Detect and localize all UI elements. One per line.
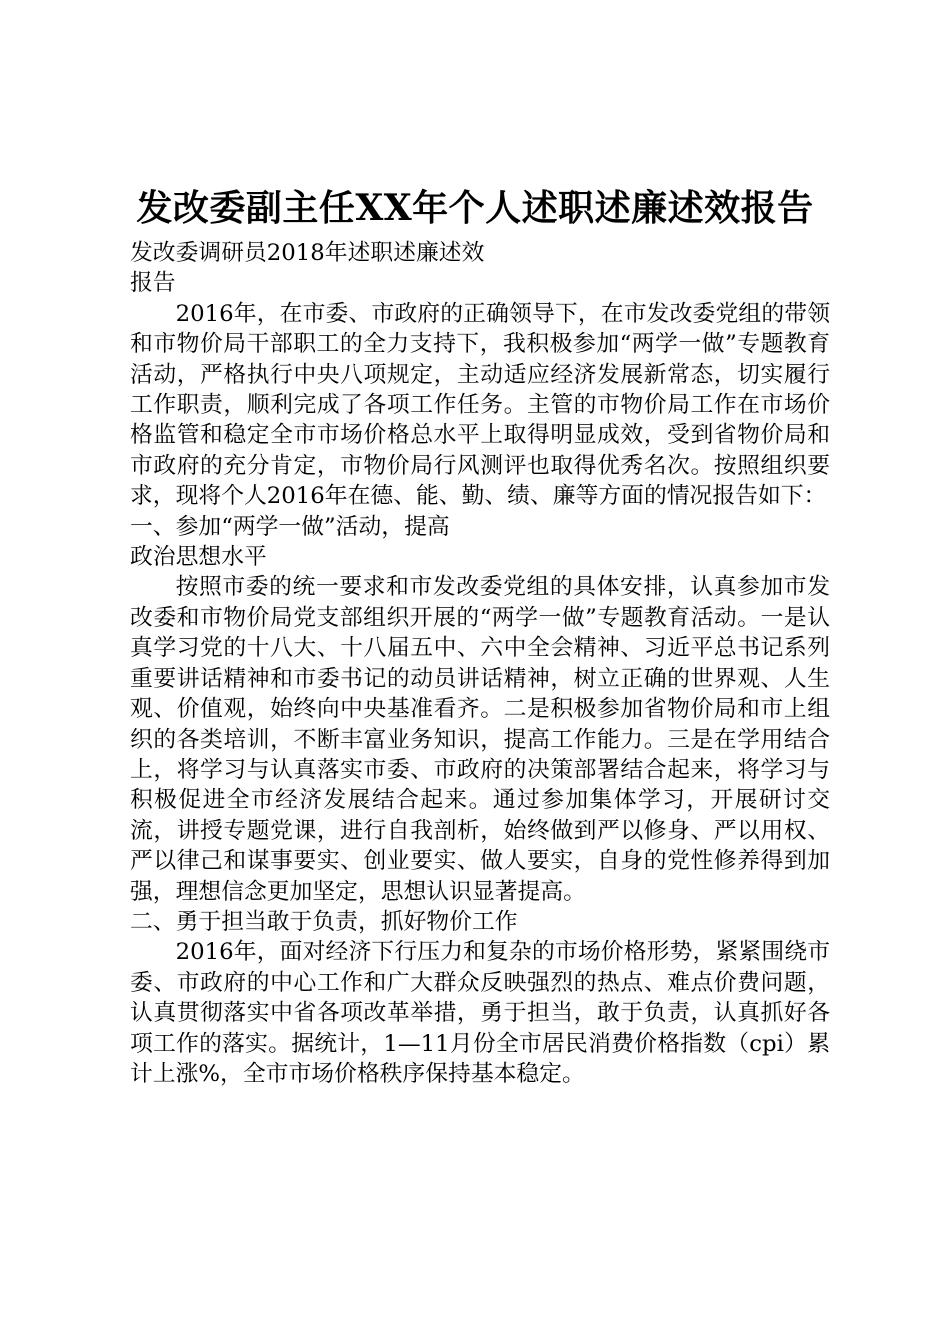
section-heading-1-line-1: 一、参加“两学一做”活动，提高 (130, 513, 450, 540)
paragraph-3: 2016年，面对经济下行压力和复杂的市场价格形势，紧紧围绕市委、市政府的中心工作和广大群众反映强烈的热点、难点价费问题，认真贯彻落实中省各项改革举措，勇于担当，敢于负责，认真抓好各项工作的落实。据统计，1—11月份全市居民消费价格指数（cpi）累计上涨%，全市市场价格秩序保持基本稳定。 (130, 939, 830, 1087)
subtitle-line-2: 报告 (130, 270, 176, 297)
paragraph-2: 按照市委的统一要求和市发改委党组的具体安排，认真参加市发改委和市物价局党支部组织开展的“两学一做”专题教育活动。一是认真学习党的十八大、十八届五中、六中全会精神、习近平总书记系列重要讲话精神和市委书记的动员讲话精神，树立正确的世界观、人生观、价值观，始终向中央基准看齐。二是积极参加省物价局和市上组织的各类培训，不断丰富业务知识，提高工作能力。三是在学用结合上，将学习与认真落实市委、市政府的决策部署结合起来，将学习与积极促进全市经济发展结合起来。通过参加集体学习，开展研讨交流，讲授专题党课，进行自我剖析，始终做到严以修身、严以用权、严以律己和谋事要实、创业要实、做人要实，自身的党性修养得到加强，理想信念更加坚定，思想认识显著提高。 (130, 574, 830, 905)
paragraph-1: 2016年，在市委、市政府的正确领导下，在市发改委党组的带领和市物价局干部职工的全力支持下，我积极参加“两学一做”专题教育活动，严格执行中央八项规定，主动适应经济发展新常态，切实履行工作职责，顺利完成了各项工作任务。主管的市物价局工作在市场价格监管和稳定全市市场价格总水平上取得明显成效，受到省物价局和市政府的充分肯定，市物价局行风测评也取得优秀名次。按照组织要求，现将个人2016年在德、能、勤、绩、廉等方面的情况报告如下： (130, 300, 830, 510)
subtitle-line-1: 发改委调研员2018年述职述廉述效 (130, 240, 485, 266)
section-heading-2: 二、勇于担当敢于负责，抓好物价工作 (130, 908, 518, 935)
section-heading-1-line-2: 政治思想水平 (130, 544, 267, 571)
document-title: 发改委副主任XX年个人述职述廉述效报告 (136, 187, 814, 229)
document-body (130, 238, 830, 1089)
